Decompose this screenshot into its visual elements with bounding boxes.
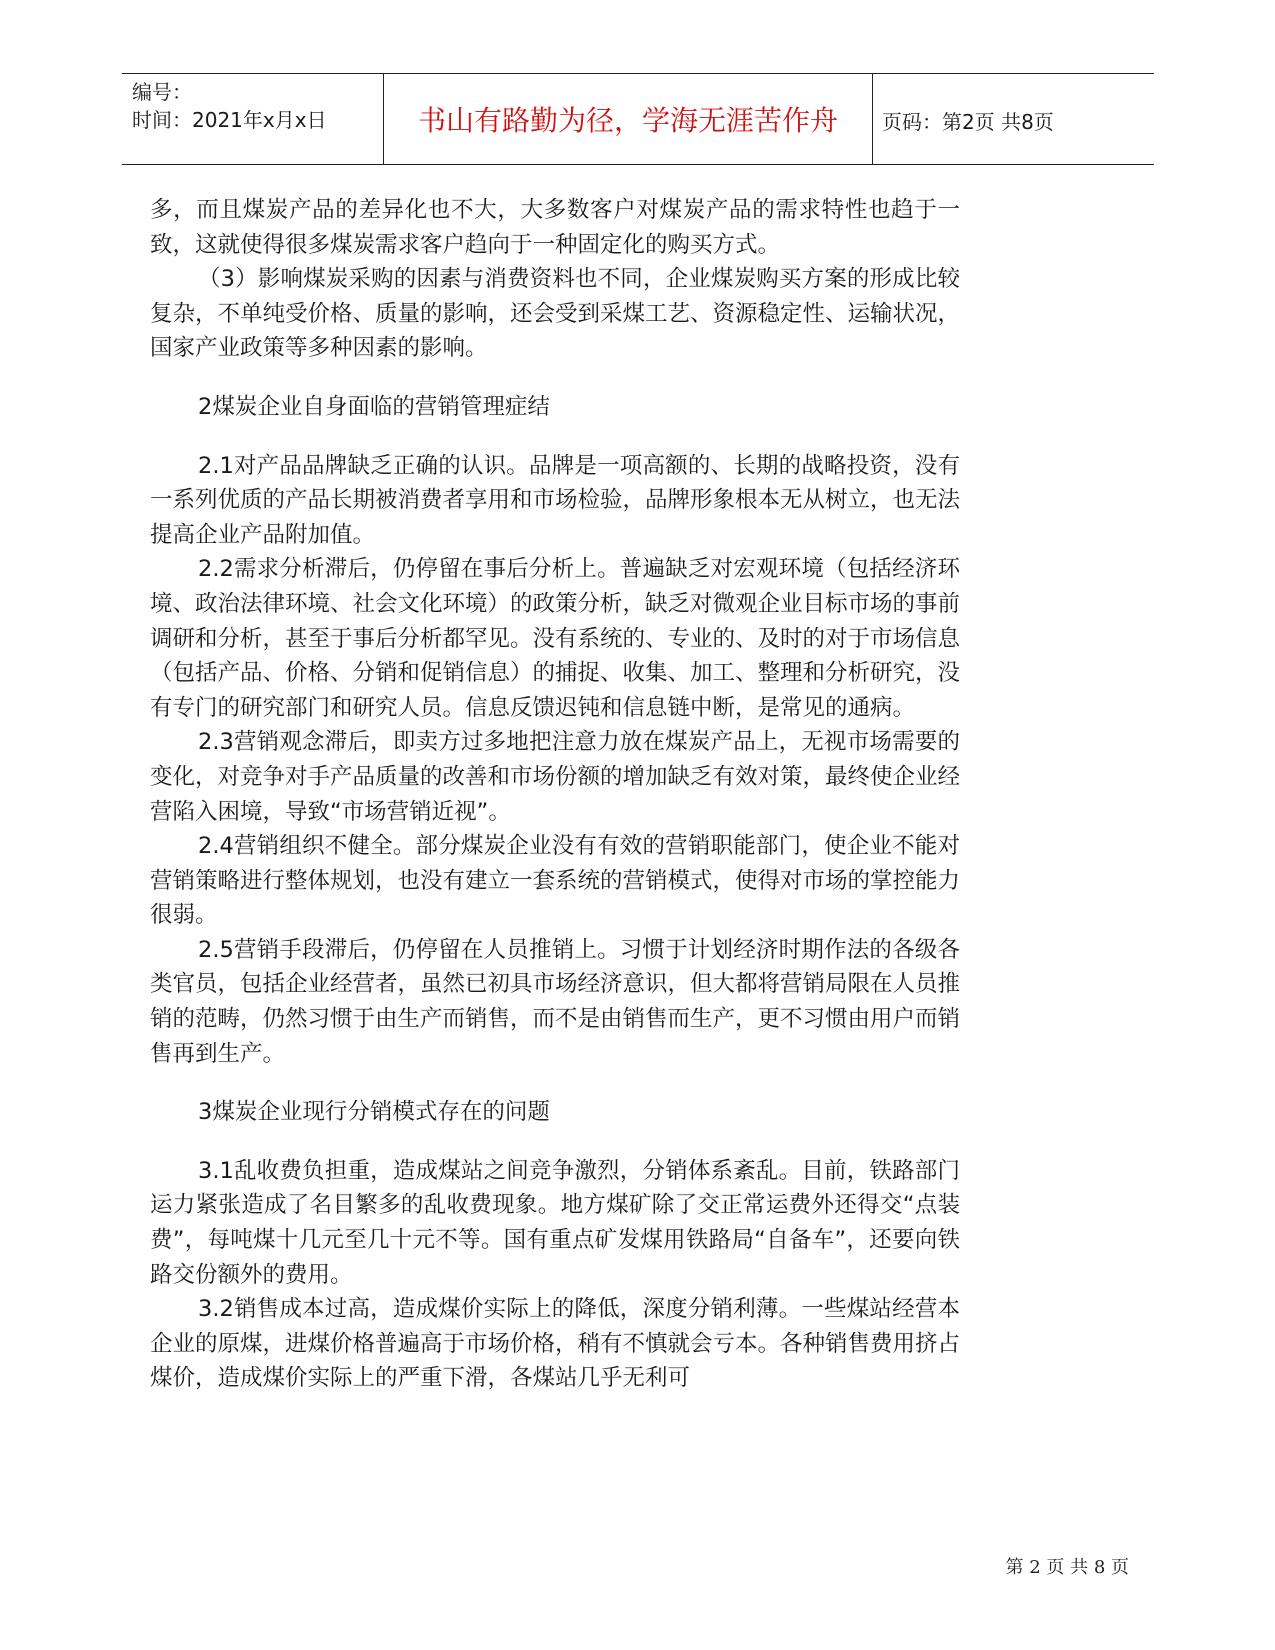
section-heading: 3煤炭企业现行分销模式存在的问题	[198, 1099, 550, 1126]
document-time-label: 时间：2021年x月x日	[132, 108, 327, 132]
body-paragraph: 2.2需求分析滞后，仍停留在事后分析上。普遍缺乏对宏观环境（包括经济环境、政治法律环境、社会文化环境）的政策分析，缺乏对微观企业目标市场的事前调研和分析，甚至于事后分析都罕见。没有系统的、专业的、及时的对于市场信息（包括产品、价格、分销和促销信息）的捕捉、收集、加工、整理和分析研究，没有专门的研究部门和研究人员。信息反馈迟钝和信息链中断，是常见的通病。	[150, 556, 961, 721]
document-body	[150, 193, 960, 1396]
body-paragraph: 2.4营销组织不健全。部分煤炭企业没有有效的营销职能部门，使企业不能对营销策略进行整体规划，也没有建立一套系统的营销模式，使得对市场的掌控能力很弱。	[150, 833, 961, 929]
document-number-label: 编号：	[132, 80, 192, 104]
body-paragraph: 多，而且煤炭产品的差异化也不大，大多数客户对煤炭产品的需求特性也趋于一致，这就使得很多煤炭需求客户趋向于一种固定化的购买方式。	[150, 197, 960, 258]
body-paragraph: 2.1对产品品牌缺乏正确的认识。品牌是一项高额的、长期的战略投资，没有一系列优质的产品长期被消费者享用和市场检验，品牌形象根本无从树立，也无法提高企业产品附加值。	[150, 452, 961, 548]
header-page-code: 页码：第2页 共8页	[882, 109, 1054, 134]
page-header	[122, 73, 1154, 165]
body-paragraph: 3.2销售成本过高，造成煤价实际上的降低，深度分销利薄。一些煤站经营本企业的原煤，进煤价格普遍高于市场价格，稍有不慎就会亏本。各种销售费用挤占煤价，造成煤价实际上的严重下滑，各煤站几乎无利可	[150, 1296, 961, 1392]
page-footer-number: 第 2 页 共 8 页	[1005, 1557, 1129, 1578]
section-heading: 2煤炭企业自身面临的营销管理症结	[198, 393, 550, 420]
body-paragraph: 3.1乱收费负担重，造成煤站之间竞争激烈，分销体系紊乱。目前，铁路部门运力紧张造成了名目繁多的乱收费现象。地方煤矿除了交正常运费外还得交“点装费”，每吨煤十几元至几十元不等。国有重点矿发煤用铁路局“自备车”，还要向铁路交份额外的费用。	[150, 1157, 960, 1288]
header-motto: 书山有路勤为径，学海无涯苦作舟	[383, 73, 873, 165]
body-paragraph: （3）影响煤炭采购的因素与消费资料也不同，企业煤炭购买方案的形成比较复杂，不单纯受价格、质量的影响，还会受到采煤工艺、资源稳定性、运输状况，国家产业政策等多种因素的影响。	[150, 266, 961, 362]
body-paragraph: 2.3营销观念滞后，即卖方过多地把注意力放在煤炭产品上，无视市场需要的变化，对竞争对手产品质量的改善和市场份额的增加缺乏有效对策，最终使企业经营陷入困境，导致“市场营销近视”。	[150, 729, 961, 825]
body-paragraph: 2.5营销手段滞后，仍停留在人员推销上。习惯于计划经济时期作法的各级各类官员，包括企业经营者，虽然已初具市场经济意识，但大都将营销局限在人员推销的范畴，仍然习惯于由生产而销售，而不是由销售而生产，更不习惯由用户而销售再到生产。	[150, 936, 961, 1067]
header-meta	[132, 78, 327, 134]
